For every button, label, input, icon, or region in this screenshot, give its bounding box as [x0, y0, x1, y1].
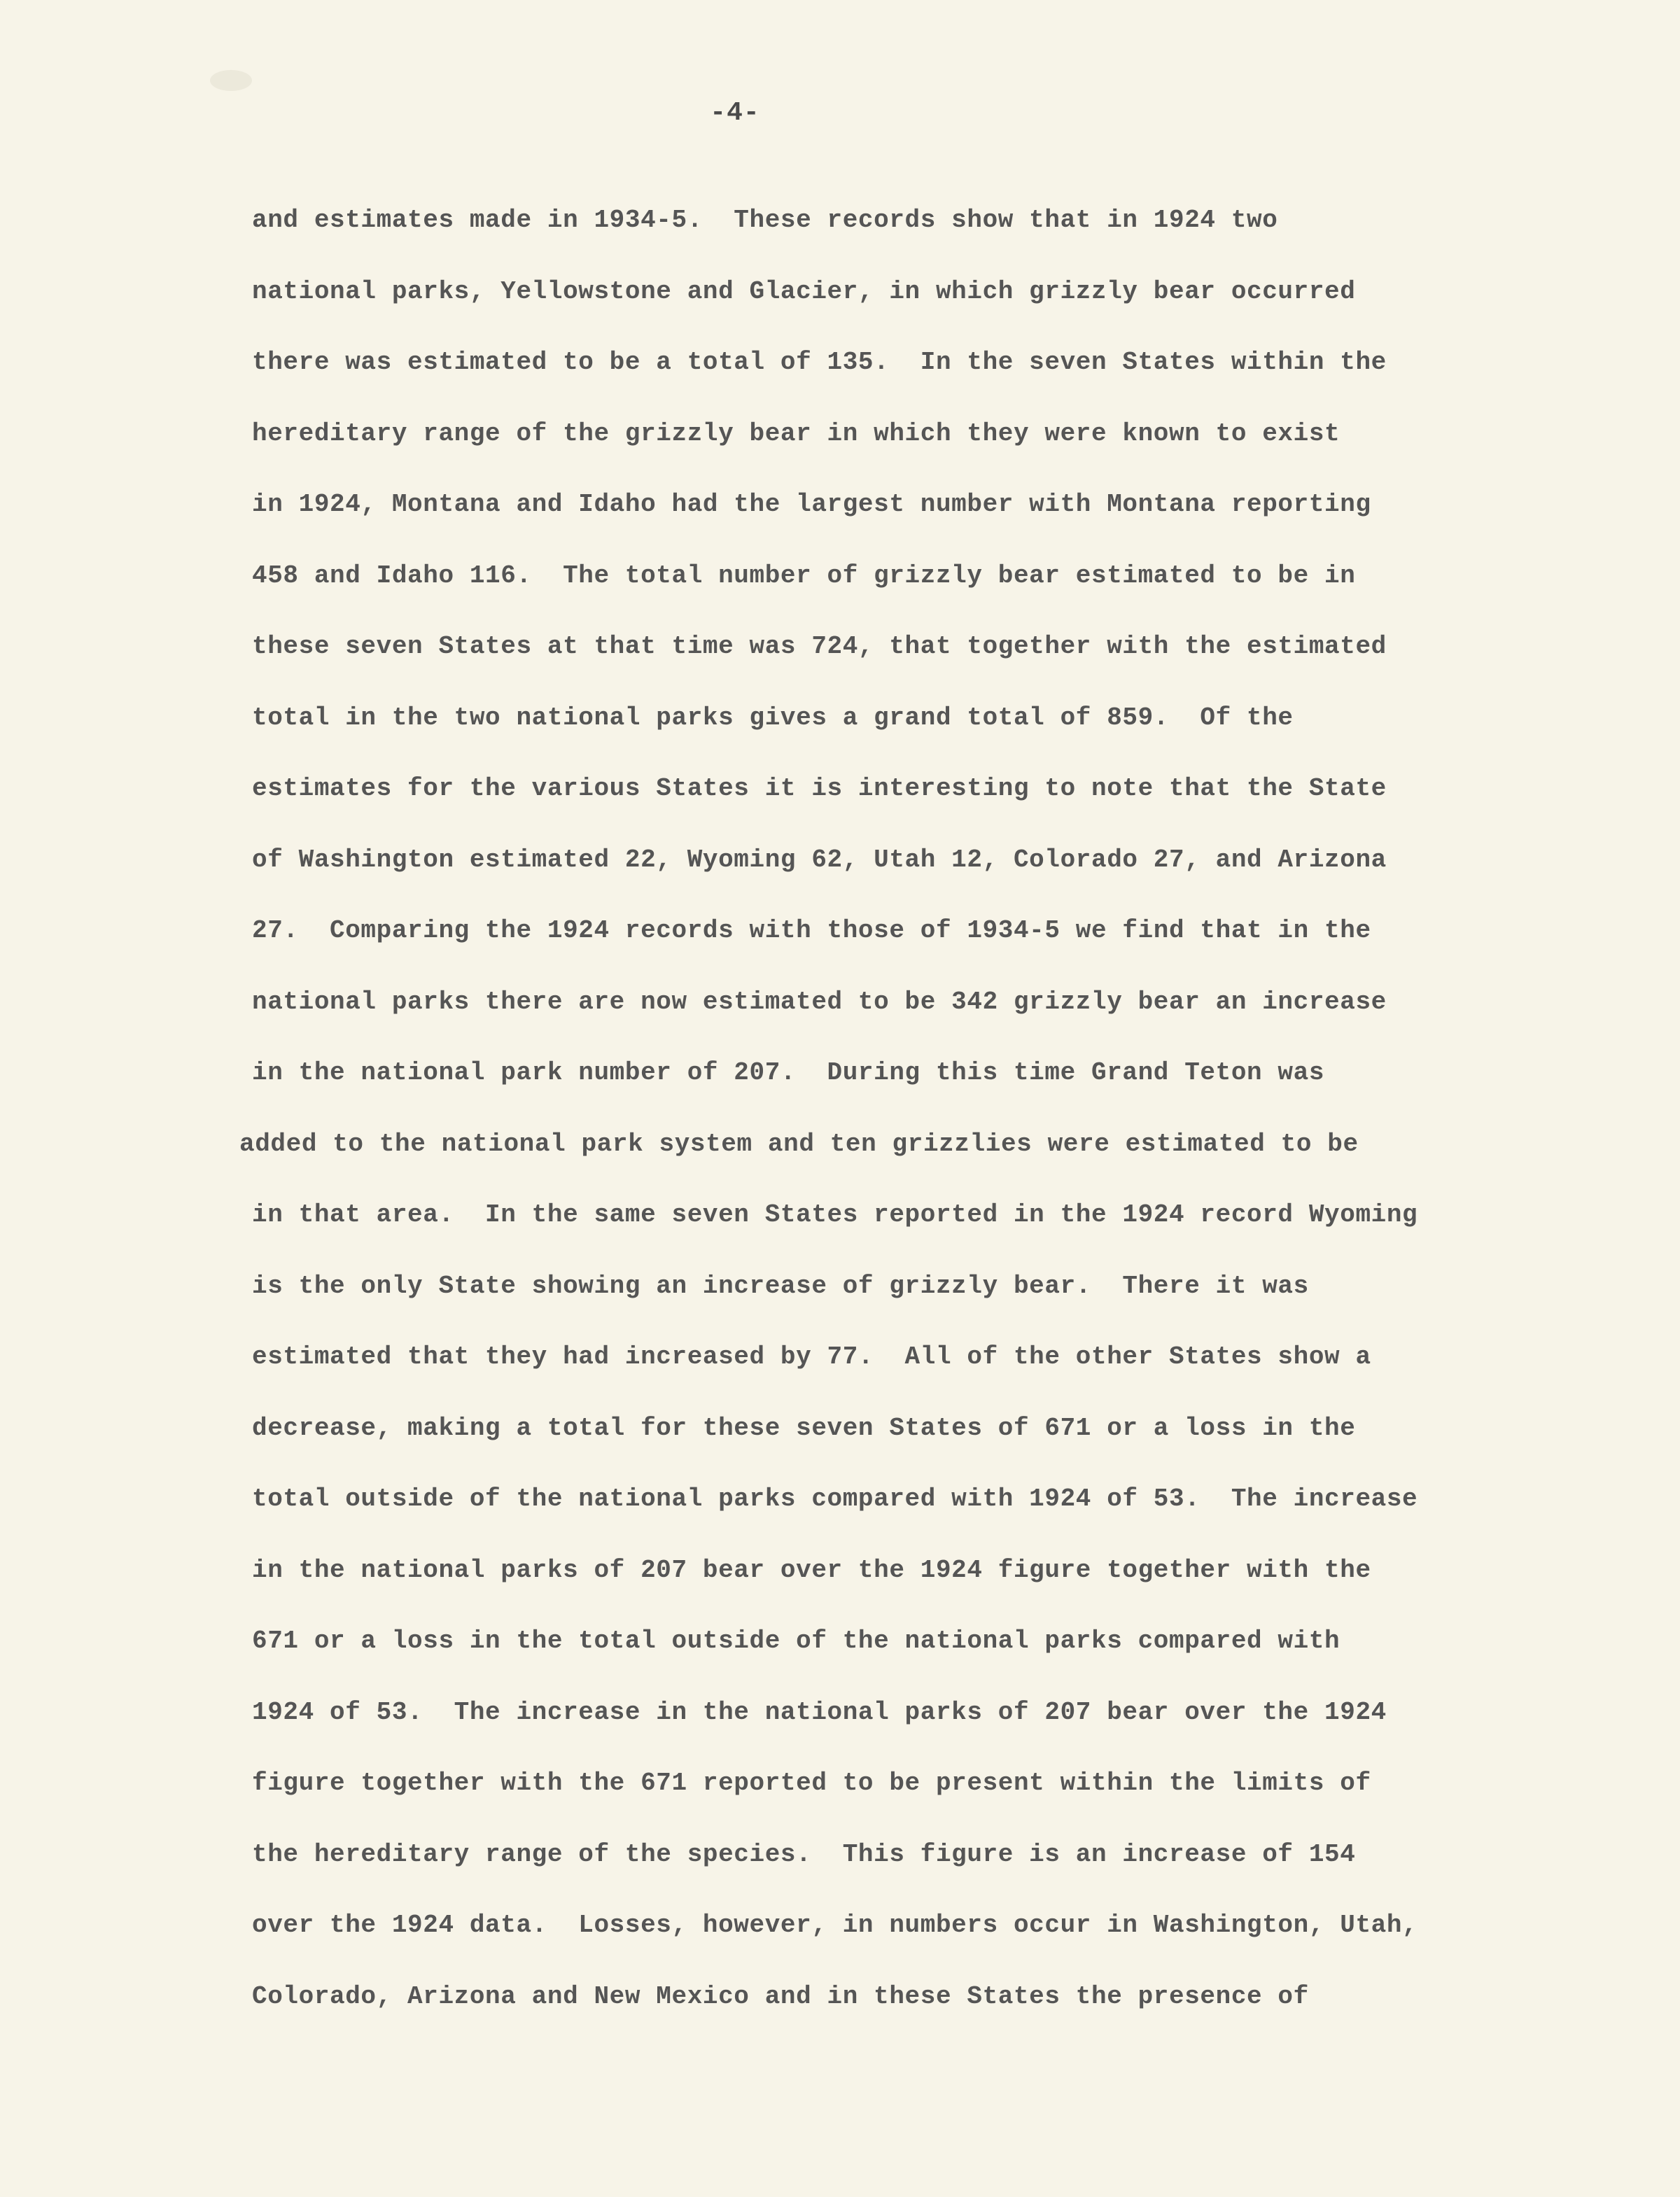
text-line: Colorado, Arizona and New Mexico and in these States the presence of — [252, 1981, 1309, 2011]
text-line: estimates for the various States it is interesting to note that the State — [252, 774, 1387, 803]
text-line: and estimates made in 1934-5. These records show that in 1924 two — [252, 206, 1278, 234]
text-line: decrease, making a total for these seven States of 671 or a loss in the — [252, 1413, 1356, 1443]
text-line: total in the two national parks gives a grand total of 859. Of the — [252, 703, 1294, 732]
text-line: added to the national park system and ten grizzlies were estimated to be — [239, 1129, 1359, 1158]
text-line: national parks, Yellowstone and Glacier, in which grizzly bear occurred — [252, 276, 1356, 306]
text-line: in that area. In the same seven States reported in the 1924 record Wyoming — [252, 1200, 1418, 1229]
text-line: is the only State showing an increase of grizzly bear. There it was — [252, 1271, 1309, 1300]
text-line: in 1924, Montana and Idaho had the largest number with Montana reporting — [252, 490, 1371, 519]
body-text — [239, 199, 1540, 2047]
text-line: estimated that they had increased by 77. All of the other States show a — [252, 1342, 1371, 1371]
text-line: 671 or a loss in the total outside of the national parks compared with — [252, 1627, 1340, 1655]
text-line: of Washington estimated 22, Wyoming 62, Utah 12, Colorado 27, and Arizona — [252, 845, 1387, 874]
text-line: 27. Comparing the 1924 records with those of 1934-5 we find that in the — [252, 916, 1371, 945]
text-line: over the 1924 data. Losses, however, in numbers occur in Washington, Utah, — [252, 1911, 1418, 1939]
text-line: in the national park number of 207. During this time Grand Teton was — [252, 1058, 1325, 1087]
text-line: national parks there are now estimated to be 342 grizzly bear an increase — [252, 987, 1387, 1016]
text-line: figure together with the 671 reported to be present within the limits of — [252, 1769, 1371, 1797]
text-line: there was estimated to be a total of 135. In the seven States within the — [252, 348, 1387, 377]
text-line: hereditary range of the grizzly bear in which they were known to exist — [252, 419, 1340, 448]
page-number: -4- — [710, 98, 760, 128]
text-line: these seven States at that time was 724, that together with the estimated — [252, 632, 1387, 661]
paper-smudge — [210, 70, 252, 91]
text-line: 1924 of 53. The increase in the national parks of 207 bear over the 1924 — [252, 1697, 1387, 1727]
text-line: the hereditary range of the species. This figure is an increase of 154 — [252, 1839, 1356, 1869]
text-line: 458 and Idaho 116. The total number of grizzly bear estimated to be in — [252, 561, 1356, 590]
text-line: in the national parks of 207 bear over the 1924 figure together with the — [252, 1555, 1371, 1585]
text-line: total outside of the national parks compared with 1924 of 53. The increase — [252, 1484, 1418, 1513]
